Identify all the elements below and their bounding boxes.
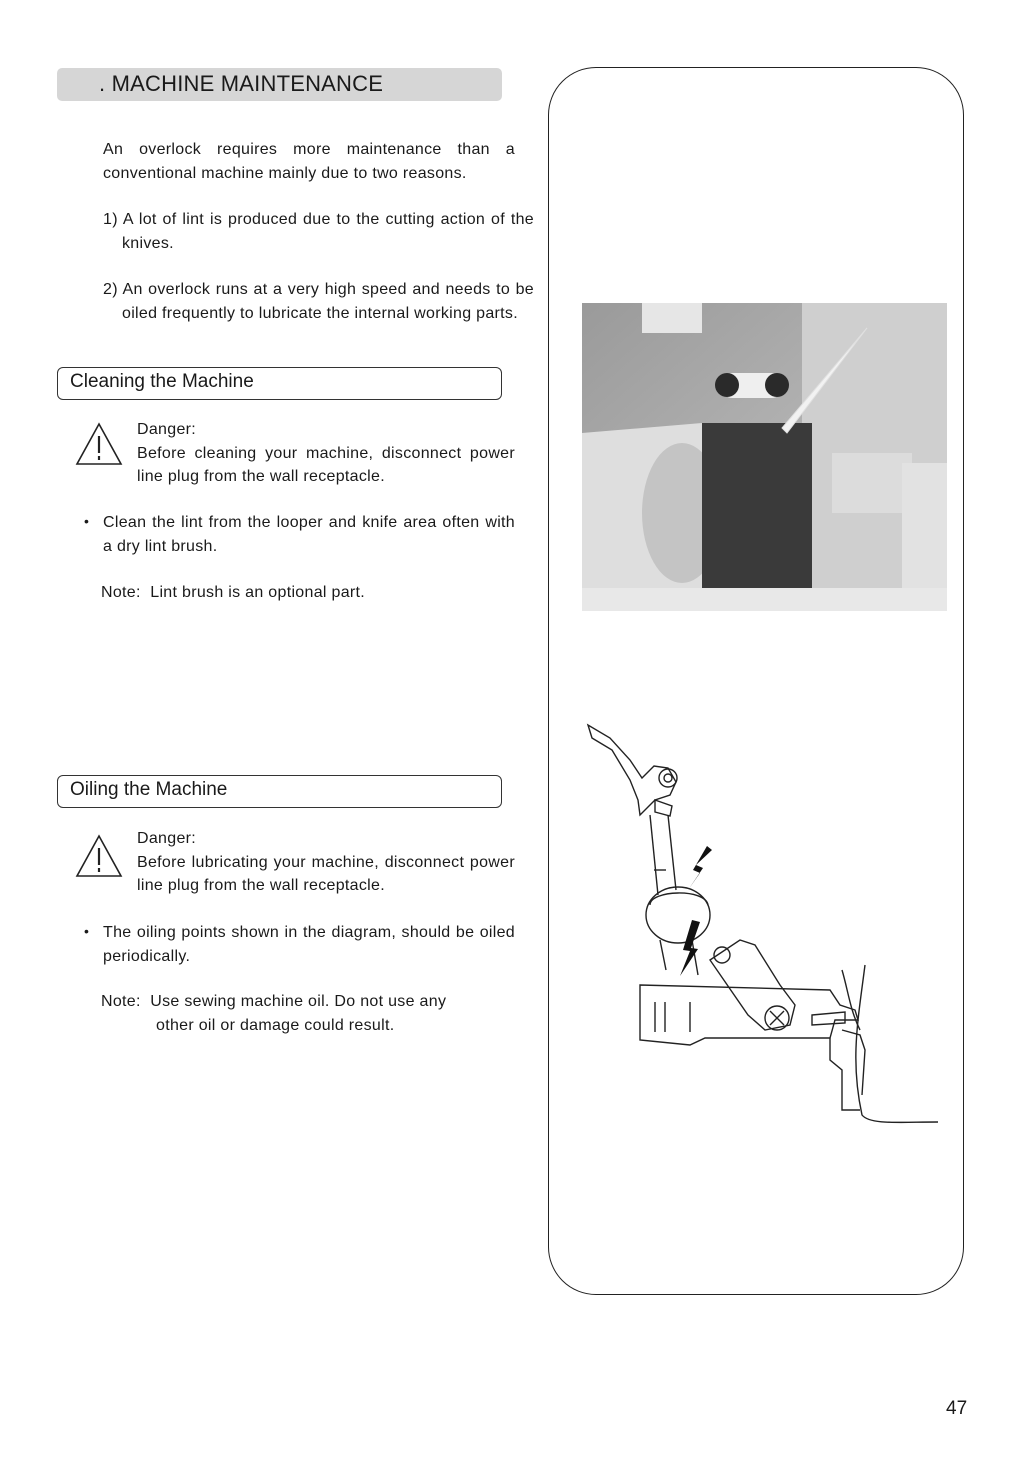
oiling-danger [137,827,515,898]
note-line-2: other oil or damage could result. [156,1016,395,1034]
cleaning-note [101,581,515,605]
cleaning-title: Cleaning the Machine [70,371,254,392]
oiling-title: Oiling the Machine [70,779,228,800]
cleaning-subheading [57,367,502,400]
reason-2: 2) An overlock runs at a very high speed and needs to be oiled frequently to lubricate the internal working parts. [103,281,534,322]
danger-text: Before lubricating your machine, disconnect power line plug from the wall receptacle. [137,853,515,894]
bullet-dot: • [84,923,89,939]
machine-photo [582,303,947,611]
oiling-bullet-text: The oiling points shown in the diagram, should be oiled periodically. [103,924,515,965]
warning-triangle-icon [75,422,123,466]
warning-triangle-icon [75,834,123,878]
section-title-banner [57,68,502,101]
danger-text: Before cleaning your machine, disconnect power line plug from the wall receptacle. [137,444,515,485]
danger-label: Danger: [137,421,197,438]
section-title: . MACHINE MAINTENANCE [99,71,384,96]
oiling-diagram [580,720,950,1130]
note-label: Note: [101,993,141,1010]
danger-label: Danger: [137,830,197,847]
oiling-note [101,990,515,1037]
page-number: 47 [946,1398,968,1419]
bullet-dot: • [84,513,89,529]
note-line-1: Use sewing machine oil. Do not use any [150,993,447,1010]
note-text: Lint brush is an optional part. [150,584,366,601]
intro-paragraph: An overlock requires more maintenance than a conventional machine mainly due to two reasons. [103,141,515,182]
cleaning-danger [137,418,515,489]
reason-1: 1) A lot of lint is produced due to the cutting action of the knives. [103,211,534,252]
oiling-subheading [57,775,502,808]
cleaning-bullet-text: Clean the lint from the looper and knife area often with a dry lint brush. [103,514,515,555]
note-label: Note: [101,584,141,601]
